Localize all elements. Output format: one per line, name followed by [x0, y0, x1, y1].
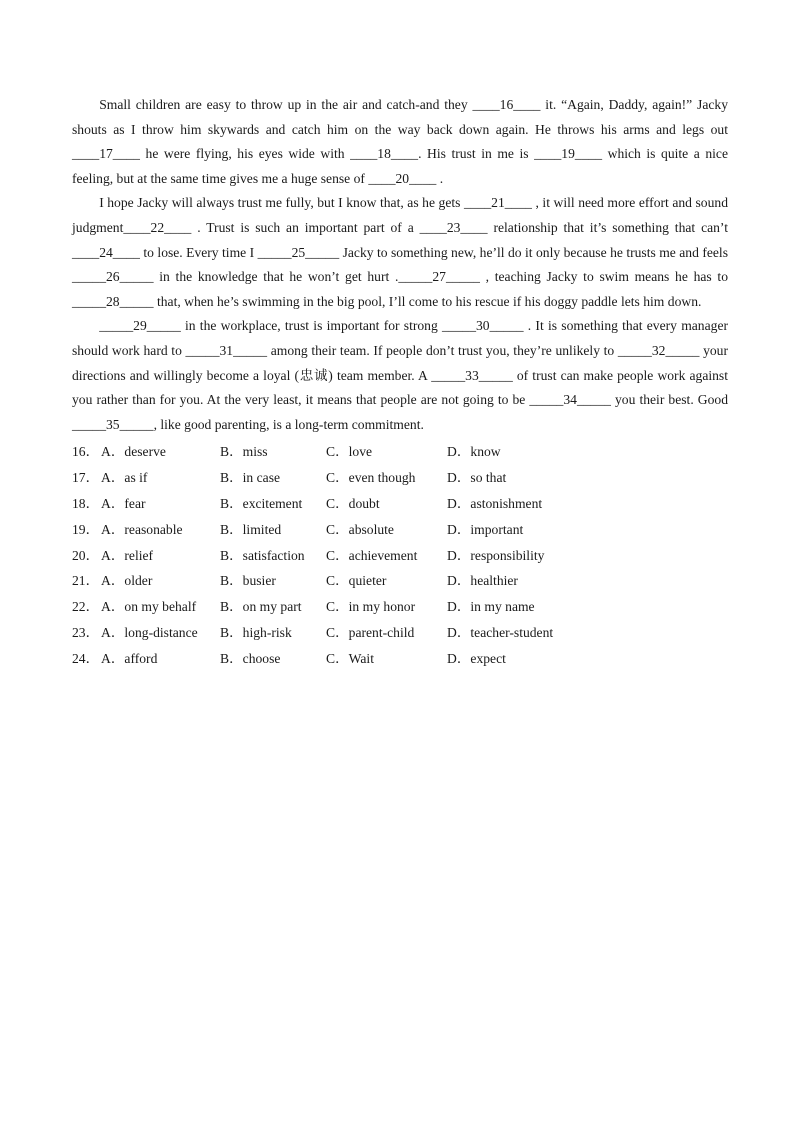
option-b: B．busier — [220, 573, 276, 589]
question-number: 23． — [72, 624, 100, 640]
question-number: 21． — [72, 573, 100, 589]
question-row — [72, 439, 728, 465]
option-a: A．fear — [101, 495, 146, 511]
option-a: A．on my behalf — [101, 599, 197, 615]
option-d: D．astonishment — [447, 495, 543, 511]
passage-paragraph-2: I hope Jacky will always trust me fully, but I know that, as he gets ____21____ , it will need more effort and sound judgment____22____ . Trust is such an important part of a ____23____ relationship that it’s something that can’t ____24____ to lose. Every time I _____25_____ Jacky to something new, he’ll do it only because he trusts me and feels _____26_____ in the knowledge that he won’t get hurt ._____27_____ , teaching Jacky to swim means he has to _____28_____ that, when he’s swimming in the big pool, I’ll come to his rescue if his doggy paddle lets him down. — [72, 195, 732, 309]
question-row — [72, 568, 728, 594]
option-a: A．deserve — [101, 444, 166, 460]
option-a: A．afford — [101, 650, 158, 666]
question-number: 17． — [72, 470, 100, 486]
option-b: B．satisfaction — [220, 547, 305, 563]
question-row — [72, 517, 728, 543]
option-c: C．parent-child — [326, 624, 415, 640]
question-number: 22． — [72, 599, 100, 615]
option-b: B．in case — [220, 470, 281, 486]
option-b: B．miss — [220, 444, 268, 460]
option-b: B．on my part — [220, 599, 302, 615]
option-c: C．absolute — [326, 521, 394, 537]
option-c: C．doubt — [326, 495, 380, 511]
question-number: 18． — [72, 495, 100, 511]
question-options-list — [72, 439, 728, 671]
option-a: A．long-distance — [101, 624, 198, 640]
option-c: C．in my honor — [326, 599, 416, 615]
option-d: D．healthier — [447, 573, 518, 589]
option-a: A．relief — [101, 547, 154, 563]
option-a: A．as if — [101, 470, 148, 486]
option-d: D．responsibility — [447, 547, 545, 563]
cloze-passage — [72, 93, 732, 437]
option-c: C．love — [326, 444, 373, 460]
option-b: B．limited — [220, 521, 282, 537]
option-b: B．excitement — [220, 495, 303, 511]
option-a: A．reasonable — [101, 521, 183, 537]
question-row — [72, 620, 728, 646]
option-b: B．high-risk — [220, 624, 292, 640]
option-a: A．older — [101, 573, 153, 589]
question-number: 24． — [72, 650, 100, 666]
passage-paragraph-1: Small children are easy to throw up in the air and catch-and they ____16____ it. “Again, Daddy, again!” Jacky shouts as I throw him skywards and catch him on the way back down again. He throws his arms and legs out ____17____ he were flying, his eyes wide with ____18____. His trust in me is ____19____ which is quite a nice feeling, but at the same time gives me a huge sense of ____20____ . — [72, 97, 732, 186]
option-c: C．even though — [326, 470, 416, 486]
option-d: D．expect — [447, 650, 506, 666]
document-page — [72, 93, 732, 671]
option-c: C．quieter — [326, 573, 387, 589]
question-row — [72, 465, 728, 491]
option-d: D．know — [447, 444, 501, 460]
question-row — [72, 491, 728, 517]
passage-paragraph-3: _____29_____ in the workplace, trust is important for strong _____30_____ . It is something that every manager should work hard to _____31_____ among their team. If people don’t trust you, they’re unlikely to _____32_____ your directions and willingly become a loyal (忠诚) team member. A _____33_____ of trust can make people work against you rather than for you. At the very least, it means that people are not going to be _____34_____ you their best. Good _____35_____, like good parenting, is a long-term commitment. — [72, 318, 732, 432]
question-number: 16． — [72, 444, 100, 460]
option-d: D．teacher-student — [447, 624, 554, 640]
option-c: C．achievement — [326, 547, 418, 563]
question-row — [72, 594, 728, 620]
question-number: 19． — [72, 521, 100, 537]
option-d: D．so that — [447, 470, 507, 486]
question-row — [72, 646, 728, 672]
question-number: 20． — [72, 547, 100, 563]
option-d: D．in my name — [447, 599, 535, 615]
option-c: C．Wait — [326, 650, 374, 666]
option-b: B．choose — [220, 650, 281, 666]
option-d: D．important — [447, 521, 524, 537]
question-row — [72, 543, 728, 569]
